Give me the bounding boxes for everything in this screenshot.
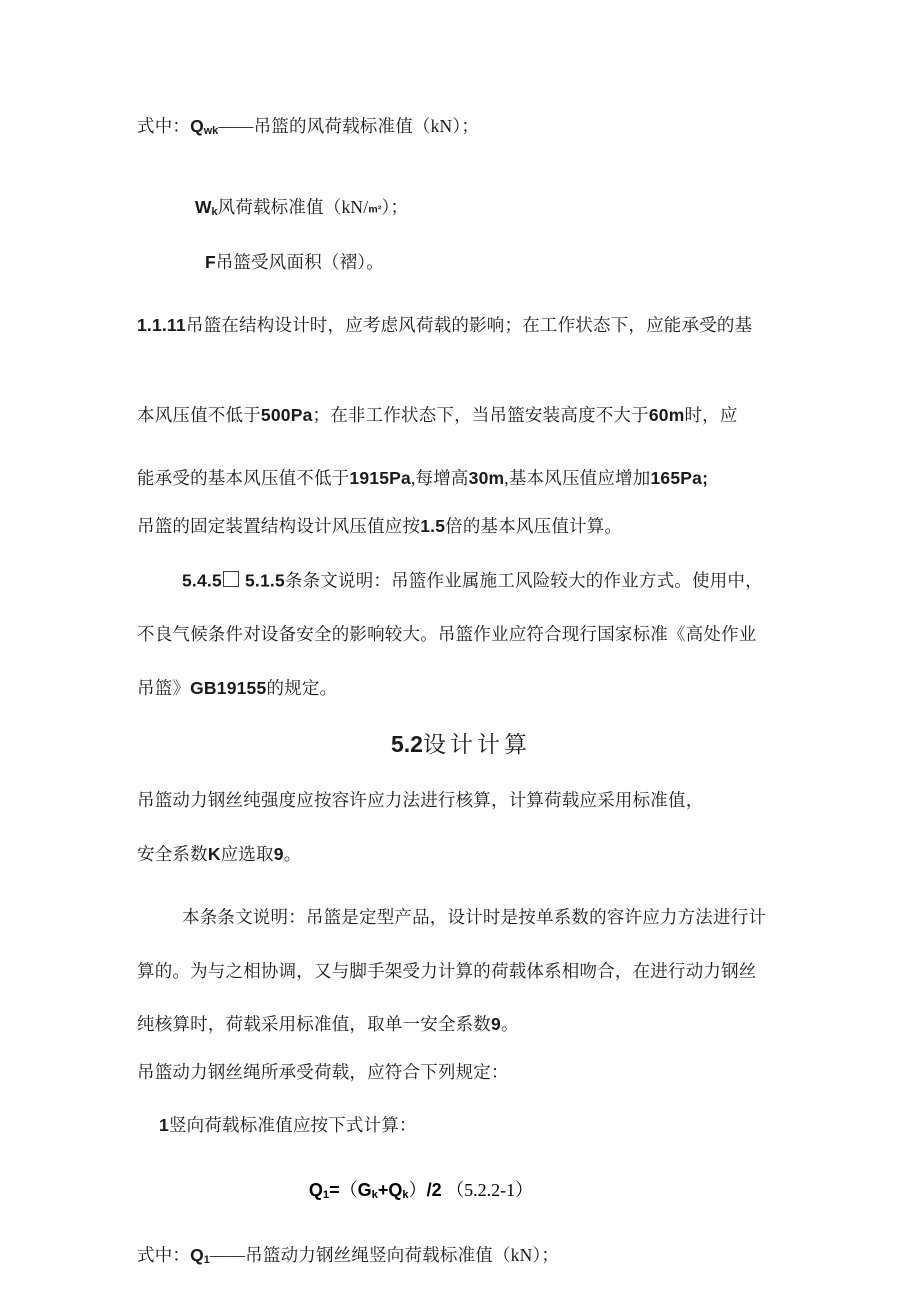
definition-text: 风荷载标准值（kN/ — [217, 196, 369, 217]
rope-load-intro — [137, 1061, 785, 1082]
value-pressure-1915: 1915Pa — [349, 468, 411, 489]
definition-text: 吊篮受风面积（褶）。 — [215, 251, 384, 272]
spacer — [137, 424, 785, 470]
spacer — [137, 590, 785, 626]
spacer — [137, 218, 785, 254]
spacer — [137, 271, 785, 317]
formula-lhs-symbol: Q — [308, 1179, 323, 1200]
formula-close-paren: ） — [408, 1179, 427, 1200]
clause-text-b: 的规定。 — [266, 677, 338, 698]
paragraph-text-b: 应选取 — [220, 843, 274, 864]
symbol-q-subscript: wk — [203, 124, 219, 137]
formula-plus: + — [377, 1179, 389, 1200]
symbol-w: W — [195, 196, 212, 217]
clause-5-4-5-line-3 — [137, 677, 785, 698]
definition-tail: ）； — [381, 196, 409, 217]
formula-label: （5.2.2-1） — [446, 1179, 534, 1200]
paragraph-text-b: 。 — [500, 1014, 519, 1035]
clause-text-a: 能承受的基本风压值不低于 — [137, 468, 350, 489]
section-number: 5.2 — [391, 731, 423, 758]
list-item-number: 1 — [159, 1115, 169, 1136]
clause-text-c: 时，应 — [684, 404, 738, 425]
spacer — [137, 980, 785, 1016]
clause-text-b: 倍的基本风压值计算。 — [445, 515, 623, 536]
spacer — [137, 863, 785, 909]
clause-text: 不良气候条件对设备安全的影响较大。吊篮作业应符合现行国家标准《高处作业 — [137, 624, 757, 645]
paragraph-text-a: 纯核算时，荷载采用标准值，取单一安全系数 — [137, 1014, 491, 1035]
para-5-2-line-2 — [137, 843, 785, 864]
spacer — [137, 1081, 785, 1117]
symbol-k: K — [207, 843, 221, 864]
clause-number: 1.1.11 — [137, 315, 186, 336]
standard-code-gb19155: GB19155 — [190, 677, 267, 698]
spacer — [137, 1201, 785, 1247]
para-5-2-line-1 — [137, 792, 785, 810]
definition-prefix: 式中： — [137, 1244, 191, 1265]
clause-1-1-11-line-3 — [137, 470, 785, 488]
formula-equals: = — [329, 1179, 340, 1200]
paragraph-text-c: 。 — [283, 843, 302, 864]
spacer — [137, 488, 785, 518]
clause-text-d: ; — [702, 468, 709, 489]
definition-line-qwk — [137, 118, 785, 137]
clause-1-1-11-line-2 — [137, 404, 785, 425]
spacer — [137, 644, 785, 680]
section-title: 设计计算 — [422, 732, 531, 758]
clause-text: 吊篮在结构设计时，应考虑风荷载的影响；在工作状态下，应能承受的基 — [185, 315, 753, 336]
value-safety-factor-9: 9 — [273, 843, 284, 864]
tofu-box-icon — [223, 571, 239, 587]
formula-divisor: /2 — [426, 1179, 442, 1200]
document-body — [137, 118, 785, 1266]
symbol-f: F — [205, 251, 216, 272]
clause-1-1-11-line-4 — [137, 515, 785, 536]
spacer — [137, 1135, 785, 1181]
spacer — [137, 137, 785, 199]
spacer — [137, 335, 785, 407]
clause-text-a: 吊篮的固定装置结构设计风压值应按 — [137, 515, 421, 536]
symbol-q1-subscript: 1 — [203, 1253, 210, 1266]
formula-term-q: Q — [388, 1179, 403, 1200]
formula-term-g-subscript: k — [371, 1188, 378, 1201]
explain-line-3 — [137, 1016, 785, 1034]
list-item-text: 竖向荷载标准值应按下式计算： — [168, 1115, 417, 1136]
formula-lhs-subscript: 1 — [322, 1188, 330, 1201]
value-factor-1-5: 1.5 — [420, 515, 446, 536]
formula-open-paren: （ — [339, 1179, 358, 1200]
definition-line-f — [137, 251, 785, 272]
spacer — [137, 756, 785, 792]
clause-number-b: 5.1.5 — [244, 570, 285, 591]
symbol-w-subscript: k — [211, 205, 218, 218]
paragraph-text-a: 安全系数 — [137, 843, 208, 864]
clause-text-c: ,基本风压值应增加 — [504, 468, 651, 489]
formula-5-2-2-1 — [137, 1181, 785, 1201]
clause-text: 条条文说明：吊篮作业属施工风险较大的作业方式。使用中， — [284, 570, 763, 591]
spacer — [137, 927, 785, 963]
spacer — [137, 1034, 785, 1064]
spacer — [137, 535, 785, 571]
value-height-step-30m: 30m — [468, 468, 505, 489]
explain-line-2 — [137, 960, 785, 981]
definition-text: ——吊篮的风荷载标准值（kN）； — [218, 116, 480, 136]
paragraph-text: 本条条文说明：吊篮是定型产品，设计时是按单系数的容许应力方法进行计 — [182, 907, 767, 928]
value-pressure-increment-165: 165Pa — [650, 468, 703, 489]
spacer — [137, 810, 785, 846]
definition-text: ——吊篮动力钢丝绳竖向荷载标准值（kN）； — [209, 1244, 560, 1265]
paragraph-text: 吊篮动力钢丝绳所承受荷载，应符合下列规定： — [137, 1061, 509, 1082]
definition-prefix: 式中： — [137, 116, 191, 136]
value-safety-factor-9: 9 — [491, 1014, 501, 1035]
clause-5-4-5-line-2 — [137, 626, 785, 644]
section-heading-5-2 — [137, 733, 785, 756]
explain-line-1 — [137, 909, 785, 927]
unit-square-meter: m² — [368, 203, 382, 216]
clause-text-b: ,每增高 — [410, 468, 469, 489]
clause-text-a: 本风压值不低于 — [137, 404, 261, 425]
spacer — [137, 697, 785, 733]
value-install-height: 60m — [648, 404, 685, 425]
formula-term-q-subscript: k — [402, 1188, 409, 1201]
paragraph-text: 算的。为与之相协调，又与脚手架受力计算的荷载体系相吻合，在进行动力钢丝 — [137, 960, 757, 981]
clause-text-a: 吊篮》 — [137, 677, 191, 698]
symbol-q: Q — [190, 116, 204, 136]
paragraph-text: 吊篮动力钢丝纯强度应按容许应力法进行核算，计算荷载应采用标准值， — [137, 790, 704, 811]
clause-text-b: ；在非工作状态下，当吊篮安装高度不大于 — [312, 404, 649, 425]
clause-5-4-5-line-1 — [137, 571, 785, 590]
definition-line-q1 — [137, 1244, 785, 1266]
clause-1-1-11-line-1 — [137, 317, 785, 335]
formula-term-g: G — [357, 1179, 372, 1200]
list-item-1 — [137, 1117, 785, 1135]
symbol-q1: Q — [190, 1244, 204, 1265]
value-basic-wind-pressure: 500Pa — [260, 404, 313, 425]
definition-line-wk — [137, 196, 785, 218]
clause-number-a: 5.4.5 — [182, 570, 222, 591]
